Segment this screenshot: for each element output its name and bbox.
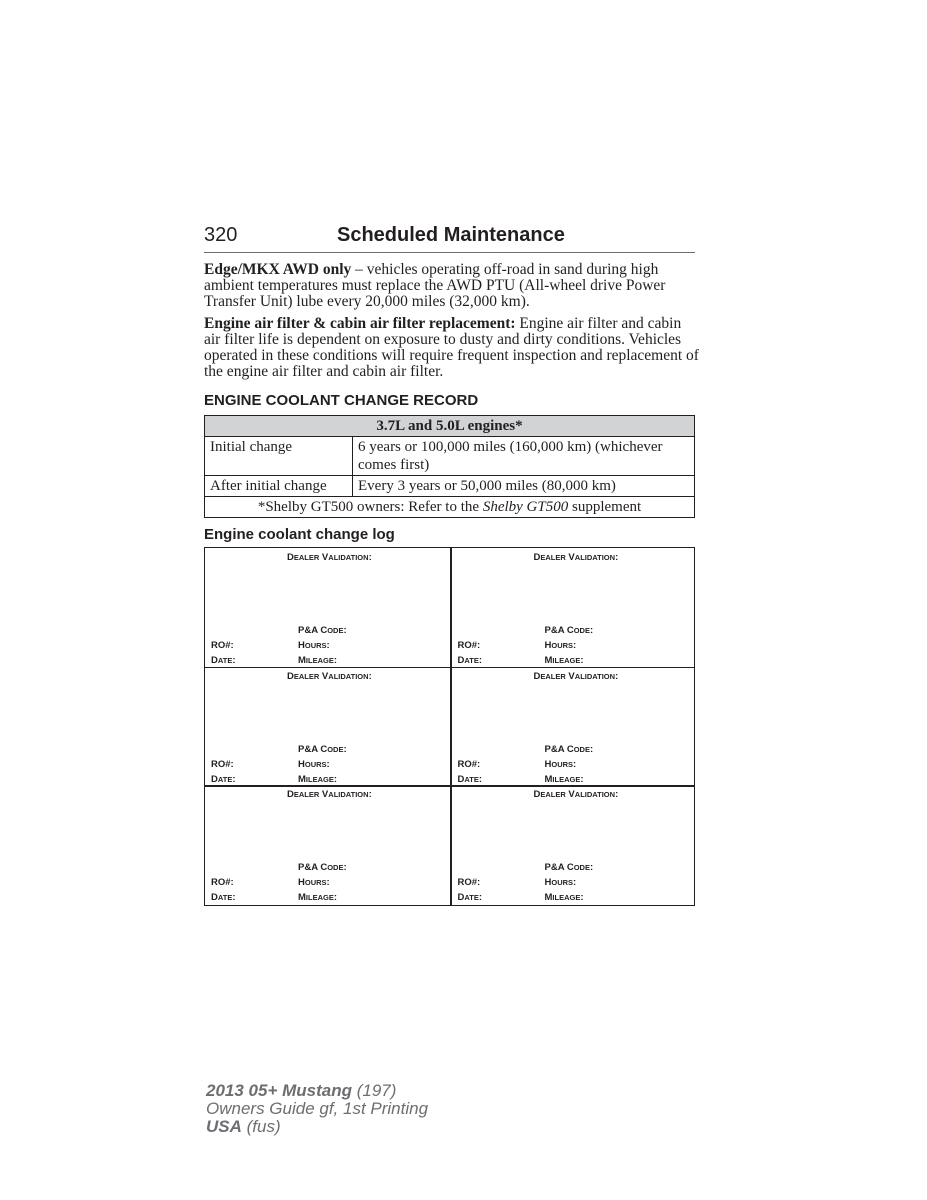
label-glyphs: ILEAGE [552, 774, 581, 784]
label-glyphs: H [298, 640, 305, 651]
label-glyphs: V [565, 670, 575, 682]
table-row [205, 476, 695, 497]
label-glyphs: ATE [217, 774, 233, 784]
label-glyphs: P&A C [544, 625, 574, 636]
hours-label [298, 759, 330, 770]
label-glyphs: ATE [217, 656, 233, 665]
label-glyphs: ATE [464, 893, 479, 902]
label-glyphs: : [573, 877, 577, 888]
label-glyphs: OURS [304, 878, 327, 887]
dealer-validation-label [534, 552, 619, 563]
label-glyphs: : [589, 625, 594, 636]
coolant-change-table [204, 415, 695, 518]
row-value: Every 3 years or 50,000 miles (80,000 km) [353, 476, 695, 497]
log-entry-cell [205, 667, 450, 786]
label-glyphs: : [326, 877, 330, 888]
label-glyphs: ILEAGE [305, 893, 334, 902]
footer-line-printing: Owners Guide gf, 1st Printing [206, 1099, 429, 1118]
table-header-row [205, 416, 695, 437]
paragraph-air-filter [204, 316, 699, 380]
label-glyphs: ILEAGE [305, 656, 334, 665]
footer-model-code: (197) [352, 1081, 397, 1100]
label-glyphs: ATE [217, 893, 233, 902]
label-glyphs: M [298, 892, 306, 903]
label-glyphs: D [211, 773, 218, 785]
label-glyphs: H [544, 640, 552, 651]
ro-number-label [211, 759, 234, 770]
hours-label [545, 759, 577, 770]
hours-label [298, 640, 330, 651]
paragraph-lead: Edge/MKX AWD only [204, 261, 352, 278]
mileage-label [298, 892, 337, 903]
label-glyphs: EALER [293, 790, 320, 799]
log-entry-cell [205, 548, 450, 667]
label-glyphs: OURS [304, 759, 327, 769]
label-glyphs: OURS [551, 878, 574, 887]
hours-label [298, 877, 330, 888]
row-label: After initial change [205, 476, 353, 497]
label-glyphs: D [533, 789, 541, 800]
label-glyphs: P&A C [544, 862, 574, 873]
label-glyphs: : [615, 552, 619, 563]
mileage-label [545, 655, 584, 666]
label-glyphs: EALER [293, 553, 320, 562]
paragraph-text: – vehicles operating off-road in sand during high ambient temperatures must replace the AWD PTU (All-wheel drive Power Transfer Unit) lube every 20,000 miles (32,000 km). [204, 261, 666, 310]
label-glyphs: : [368, 670, 372, 682]
label-glyphs: OURS [551, 759, 574, 769]
label-glyphs: : [333, 655, 338, 666]
table-note [205, 497, 695, 518]
date-label [211, 892, 236, 903]
label-glyphs: D [287, 789, 294, 800]
label-glyphs: M [544, 773, 553, 785]
label-glyphs: : [232, 892, 236, 903]
coolant-change-log-grid [204, 547, 695, 906]
log-entry-cell [452, 667, 697, 786]
label-glyphs: ODE [327, 744, 344, 754]
label-glyphs: D [287, 552, 294, 563]
label-glyphs: ALIDATION [574, 553, 616, 562]
label-glyphs: ALIDATION [328, 790, 369, 799]
label-glyphs: : [589, 862, 594, 873]
dealer-validation-label [534, 671, 619, 682]
label-glyphs: M [298, 655, 306, 666]
label-glyphs: ODE [327, 626, 344, 635]
date-label [458, 774, 483, 785]
label-glyphs: EALER [540, 790, 566, 799]
note-prefix: *Shelby GT500 owners: Refer to the [257, 499, 483, 515]
label-glyphs: : [333, 892, 338, 903]
label-glyphs: H [298, 877, 305, 888]
label-glyphs: RO#: [211, 758, 234, 770]
table-header: 3.7L and 5.0L engines* [205, 416, 695, 437]
mileage-label [298, 774, 337, 785]
note-italic: Shelby GT500 [482, 499, 569, 515]
mileage-label [545, 774, 584, 785]
table-note-row [205, 497, 695, 518]
footer-region-code: (fus) [241, 1117, 281, 1136]
label-glyphs: V [565, 789, 575, 800]
label-glyphs: : [615, 789, 619, 800]
table-row [205, 437, 695, 476]
print-footer [206, 1082, 428, 1136]
label-glyphs: OURS [551, 641, 574, 650]
label-glyphs: V [319, 552, 329, 563]
label-glyphs: : [573, 640, 577, 651]
footer-line-model [206, 1082, 428, 1100]
label-glyphs: M [544, 655, 553, 666]
page-header [204, 222, 695, 253]
label-glyphs: P&A C [544, 743, 574, 755]
label-glyphs: ILEAGE [552, 893, 581, 902]
label-glyphs: V [319, 670, 329, 682]
label-glyphs: ODE [573, 863, 590, 872]
pa-code-label [545, 625, 594, 636]
label-glyphs: EALER [293, 671, 320, 681]
coolant-log-heading: Engine coolant change log [204, 526, 395, 543]
label-glyphs: : [615, 670, 619, 682]
label-glyphs: : [368, 789, 372, 800]
label-glyphs: D [457, 892, 465, 903]
label-glyphs: ATE [464, 656, 479, 665]
label-glyphs: ALIDATION [574, 790, 616, 799]
footer-line-region [206, 1118, 428, 1136]
label-glyphs: M [544, 892, 553, 903]
log-entry-cell [205, 785, 450, 904]
label-glyphs: RO#: [457, 877, 481, 888]
paragraph-awd-ptu [204, 262, 699, 310]
dealer-validation-label [287, 552, 372, 563]
footer-model: 2013 05+ Mustang [206, 1081, 352, 1100]
label-glyphs: D [457, 773, 465, 785]
hours-label [545, 877, 577, 888]
ro-number-label [211, 877, 234, 888]
label-glyphs: : [333, 773, 338, 785]
row-label: Initial change [205, 437, 353, 476]
pa-code-label [298, 744, 347, 755]
label-glyphs: : [589, 743, 594, 755]
label-glyphs: : [573, 758, 577, 770]
label-glyphs: ODE [327, 863, 344, 872]
label-glyphs: M [298, 773, 306, 785]
page-number: 320 [204, 224, 238, 246]
label-glyphs: ALIDATION [328, 553, 369, 562]
label-glyphs: : [343, 625, 347, 636]
date-label [211, 774, 236, 785]
date-label [458, 655, 483, 666]
dealer-validation-label [534, 789, 619, 800]
date-label [211, 655, 236, 666]
row-value: 6 years or 100,000 miles (160,000 km) (whichever comes first) [353, 437, 695, 476]
pa-code-label [298, 625, 347, 636]
pa-code-label [298, 862, 347, 873]
label-glyphs: P&A C [298, 862, 328, 873]
ro-number-label [458, 759, 481, 770]
label-glyphs: : [326, 758, 330, 770]
paragraph-lead: Engine air filter & cabin air filter replacement: [204, 315, 516, 332]
label-glyphs: H [298, 758, 305, 770]
label-glyphs: RO#: [457, 640, 481, 651]
label-glyphs: RO#: [211, 877, 234, 888]
label-glyphs: : [478, 773, 482, 785]
mileage-label [298, 655, 337, 666]
label-glyphs: OURS [304, 641, 327, 650]
hours-label [545, 640, 577, 651]
label-glyphs: D [211, 892, 218, 903]
label-glyphs: : [478, 892, 482, 903]
label-glyphs: D [533, 670, 541, 682]
mileage-label [545, 892, 584, 903]
label-glyphs: ILEAGE [552, 656, 581, 665]
label-glyphs: V [565, 552, 575, 563]
label-glyphs: D [211, 655, 218, 666]
coolant-record-heading: ENGINE COOLANT CHANGE RECORD [204, 392, 479, 409]
label-glyphs: H [544, 758, 552, 770]
dealer-validation-label [287, 671, 372, 682]
label-glyphs: ILEAGE [305, 774, 334, 784]
page-title: Scheduled Maintenance [337, 224, 565, 246]
label-glyphs: RO#: [211, 640, 234, 651]
log-entry-cell [452, 785, 697, 904]
label-glyphs: : [343, 743, 347, 755]
pa-code-label [545, 862, 594, 873]
ro-number-label [458, 640, 481, 651]
label-glyphs: ALIDATION [328, 671, 369, 681]
ro-number-label [458, 877, 481, 888]
label-glyphs: V [319, 789, 329, 800]
label-glyphs: D [533, 552, 541, 563]
label-glyphs: : [580, 892, 584, 903]
date-label [458, 892, 483, 903]
label-glyphs: : [478, 655, 482, 666]
label-glyphs: ATE [464, 774, 479, 784]
label-glyphs: : [326, 640, 330, 651]
label-glyphs: D [287, 670, 294, 682]
label-glyphs: H [544, 877, 552, 888]
label-glyphs: ODE [573, 744, 590, 754]
paragraph-text: Engine air filter and cabin air filter life is dependent on exposure to dusty and dirty conditions. Vehicles operated in these conditions will require frequent inspection and replacement of the engine air filter and cabin air filter. [204, 315, 699, 380]
footer-region: USA [206, 1117, 242, 1136]
label-glyphs: : [232, 773, 236, 785]
note-suffix: supplement [568, 499, 642, 515]
label-glyphs: ALIDATION [574, 671, 616, 681]
label-glyphs: EALER [540, 553, 566, 562]
label-glyphs: RO#: [457, 758, 481, 770]
label-glyphs: P&A C [298, 743, 328, 755]
log-entry-cell [452, 548, 697, 667]
dealer-validation-label [287, 789, 372, 800]
label-glyphs: : [580, 773, 584, 785]
label-glyphs: : [343, 862, 347, 873]
label-glyphs: : [232, 655, 236, 666]
label-glyphs: D [457, 655, 465, 666]
label-glyphs: P&A C [298, 625, 328, 636]
label-glyphs: : [368, 552, 372, 563]
label-glyphs: EALER [540, 671, 566, 681]
pa-code-label [545, 744, 594, 755]
label-glyphs: : [580, 655, 584, 666]
label-glyphs: ODE [573, 626, 590, 635]
ro-number-label [211, 640, 234, 651]
